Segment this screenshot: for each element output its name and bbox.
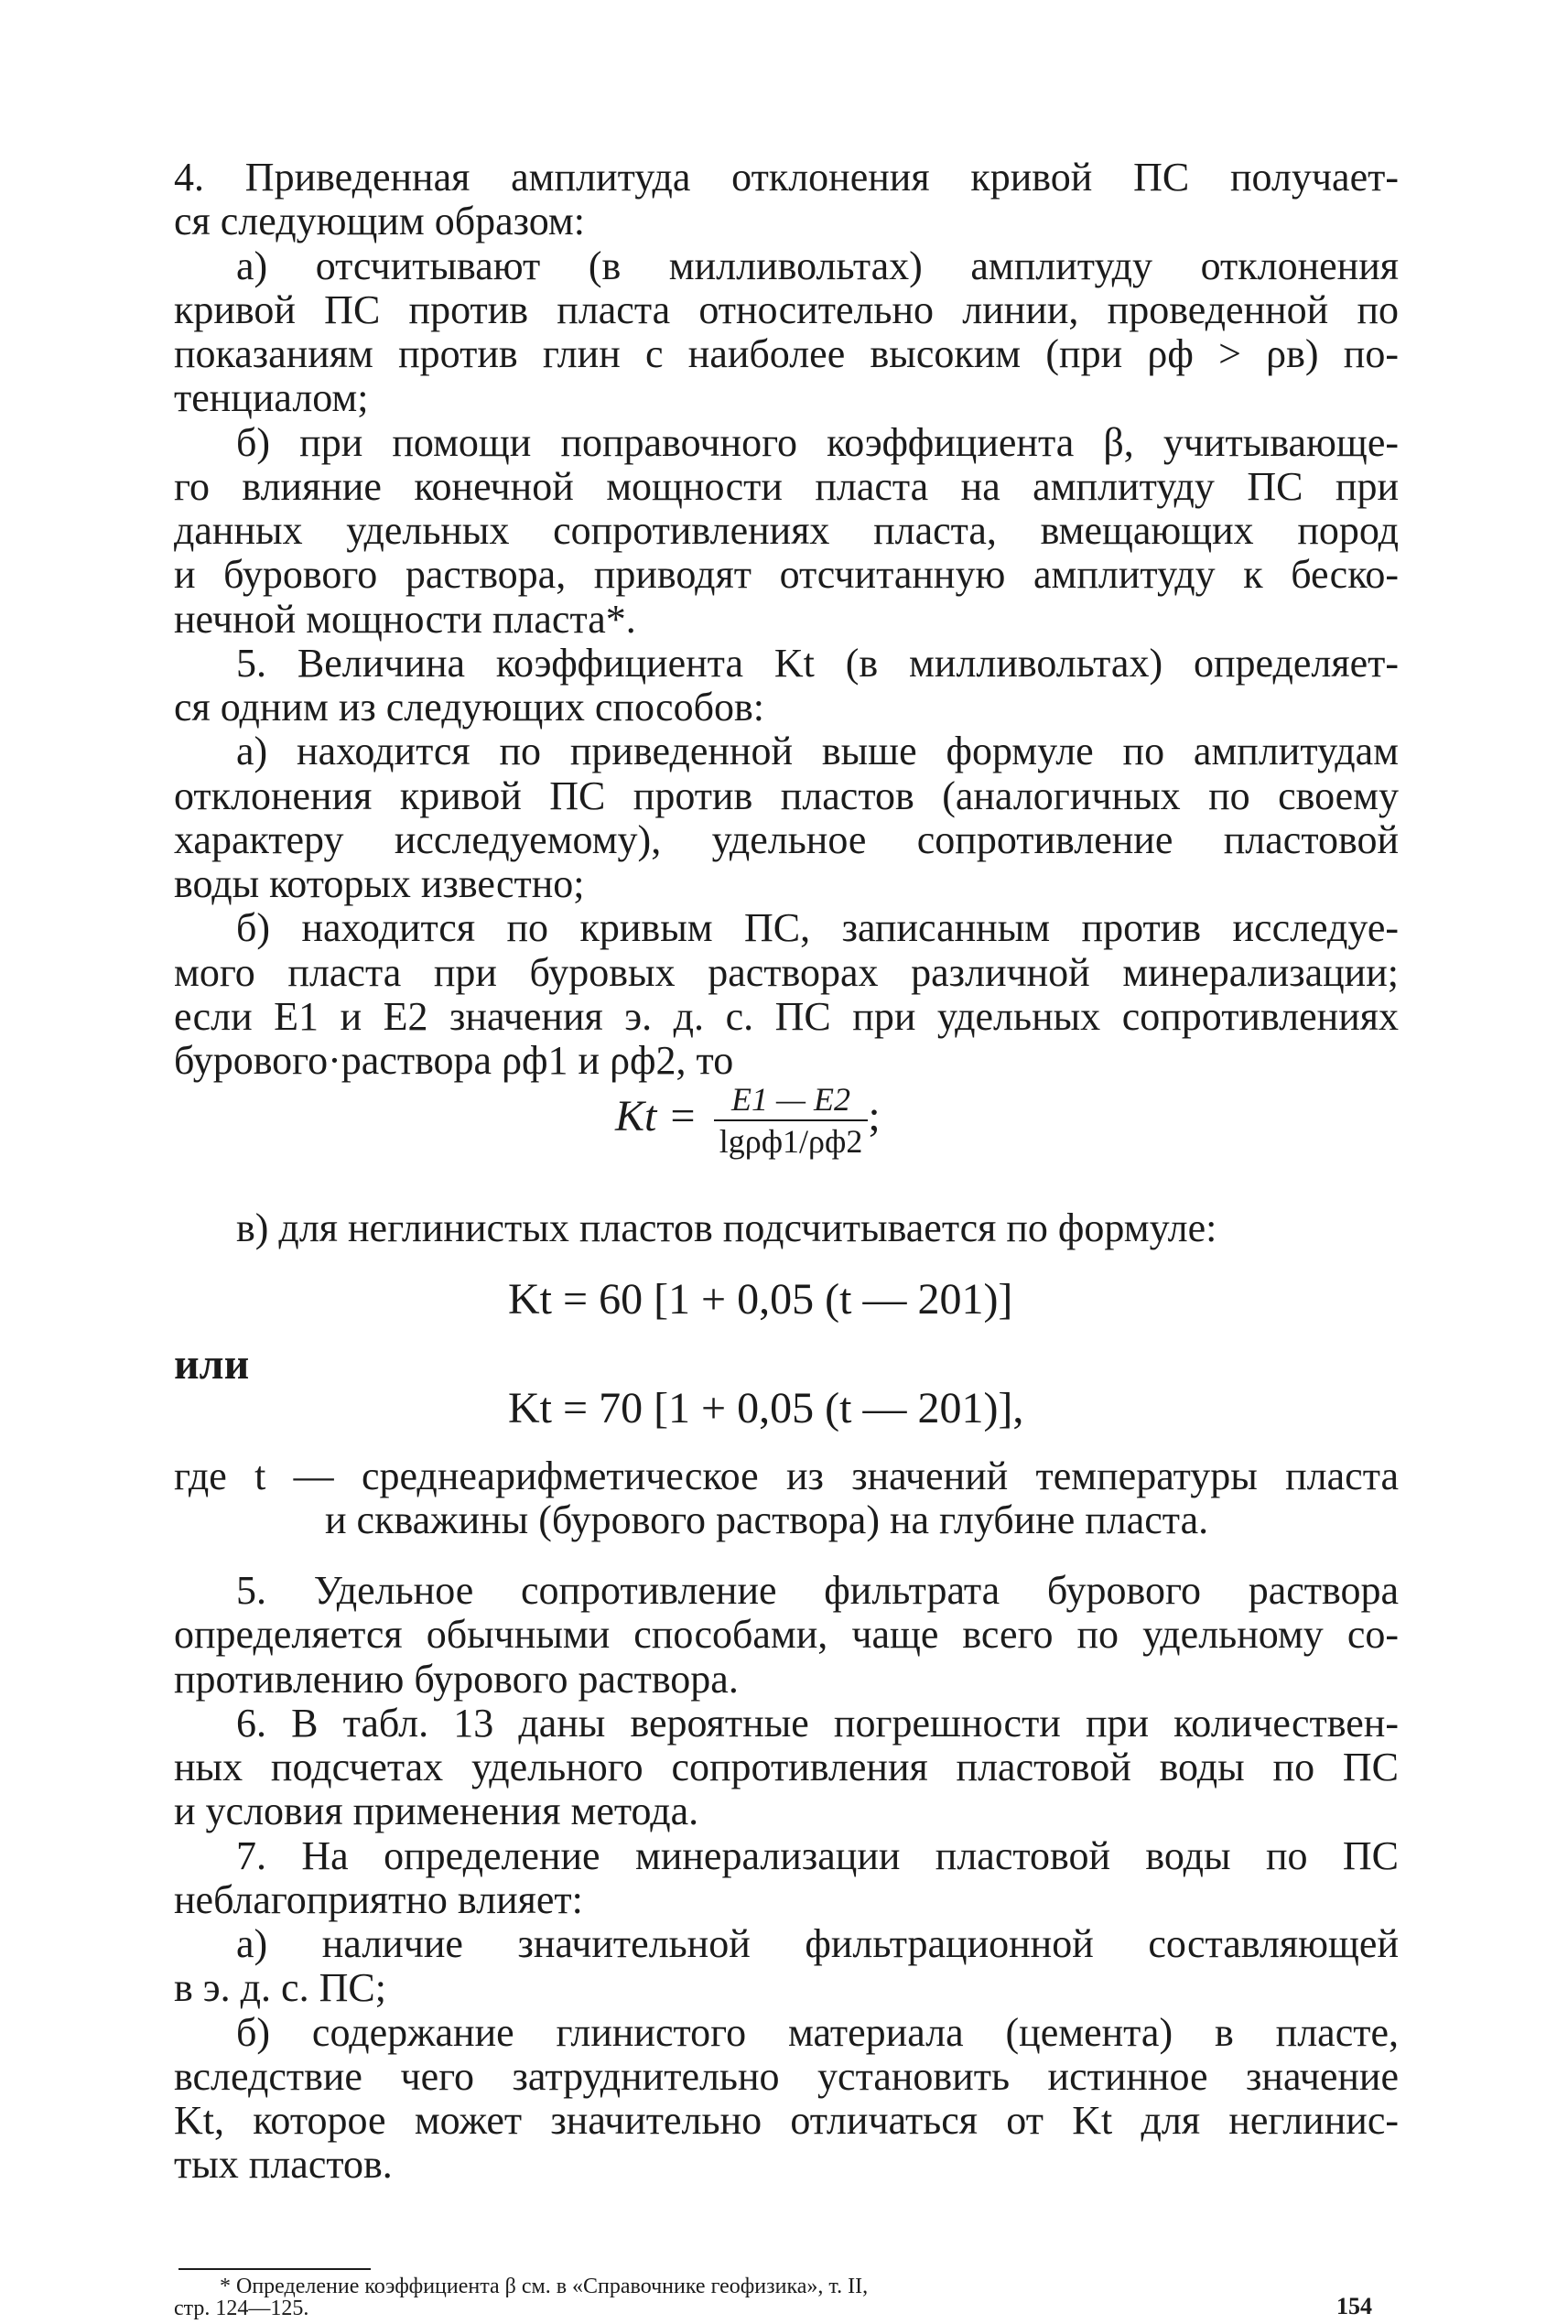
formula-kt-60: Kt = 60 [1 + 0,05 (t — 201)]: [508, 1274, 1013, 1324]
text-line: б) содержание глинистого материала (цемента) в пласте,: [236, 2009, 1399, 2055]
formula-end: ;: [868, 1092, 881, 1141]
text-line: тенциалом;: [174, 375, 369, 421]
text-line: мого пласта при буровых растворах различной минерализации;: [174, 949, 1399, 995]
text-line: если E1 и E2 значения э. д. с. ПС при удельных сопротивлениях: [174, 993, 1399, 1039]
formula-or-word: или: [174, 1340, 250, 1389]
text-line: и бурового раствора, приводят отсчитанную амплитуду к беско-: [174, 552, 1399, 598]
text-line: б) находится по кривым ПС, записанным против исследуе-: [236, 905, 1399, 951]
text-line: отклонения кривой ПС против пластов (аналогичных по своему: [174, 773, 1399, 818]
text-line: 5. Удельное сопротивление фильтрата бурового раствора: [236, 1568, 1399, 1613]
text-line: в) для неглинистых пластов подсчитывается по формуле:: [236, 1205, 1217, 1251]
footnote-rule: [178, 2268, 371, 2270]
text-line: и скважины (бурового раствора) на глубине пласта.: [325, 1497, 1209, 1542]
text-line: 5. Величина коэффициента Kt (в милливольтах) определяет-: [236, 640, 1399, 686]
text-line: и условия применения метода.: [174, 1789, 699, 1834]
footnote-line: стр. 124—125.: [174, 2297, 309, 2320]
footnote-line: * Определение коэффициента β см. в «Справочнике геофизика», т. II,: [220, 2275, 869, 2298]
formula-lhs: Kt =: [615, 1092, 697, 1141]
text-line: Kt, которое может значительно отличаться от Kt для неглинис-: [174, 2098, 1399, 2143]
text-line: б) при помощи поправочного коэффициента β, учитывающе-: [236, 419, 1399, 465]
text-line: а) находится по приведенной выше формуле по амплитудам: [236, 729, 1399, 774]
text-line: противлению бурового раствора.: [174, 1656, 739, 1702]
text-line: го влияние конечной мощности пласта на амплитуду ПС при: [174, 463, 1399, 509]
text-line: 7. На определение минерализации пластовой воды по ПС: [236, 1832, 1399, 1878]
text-line: определяется обычными способами, чаще всего по удельному со-: [174, 1612, 1399, 1658]
text-line: кривой ПС против пласта относительно линии, проведенной по: [174, 286, 1399, 332]
text-line: тых пластов.: [174, 2142, 393, 2188]
text-line: воды которых известно;: [174, 861, 585, 906]
formula-kt-70: Kt = 70 [1 + 0,05 (t — 201)],: [508, 1384, 1024, 1433]
text-line: ся следующим образом:: [174, 199, 586, 244]
text-line: данных удельных сопротивлениях пласта, вмещающих пород: [174, 508, 1399, 553]
text-line: а) отсчитывают (в милливольтах) амплитуду отклонения: [236, 243, 1399, 288]
formula-numerator: E1 — E2: [714, 1081, 869, 1121]
formula-denominator: lgρф1/ρф2: [719, 1123, 863, 1161]
text-line: 6. В табл. 13 даны вероятные погрешности при количествен-: [236, 1700, 1399, 1746]
text-line: показаниям против глин с наиболее высоким (при ρф > ρв) по-: [174, 331, 1399, 376]
text-line: где t — среднеарифметическое из значений температуры пласта: [174, 1453, 1399, 1498]
text-line: вследствие чего затруднительно установить истинное значение: [174, 2053, 1399, 2099]
text-line: 4. Приведенная амплитуда отклонения кривой ПС получает-: [174, 155, 1399, 200]
text-line: нечной мощности пласта*.: [174, 596, 636, 642]
text-line: а) наличие значительной фильтрационной составляющей: [236, 1921, 1399, 1966]
text-line: неблагоприятно влияет:: [174, 1876, 583, 1922]
text-line: характеру исследуемому), удельное сопротивление пластовой: [174, 816, 1399, 862]
text-line: ных подсчетах удельного сопротивления пластовой воды по ПС: [174, 1745, 1399, 1789]
text-line: в э. д. с. ПС;: [174, 1965, 386, 2011]
page-number: 154: [1336, 2293, 1372, 2319]
text-line: ся одним из следующих способов:: [174, 685, 764, 730]
text-line: бурового·раствора ρф1 и ρф2, то: [174, 1038, 734, 1083]
